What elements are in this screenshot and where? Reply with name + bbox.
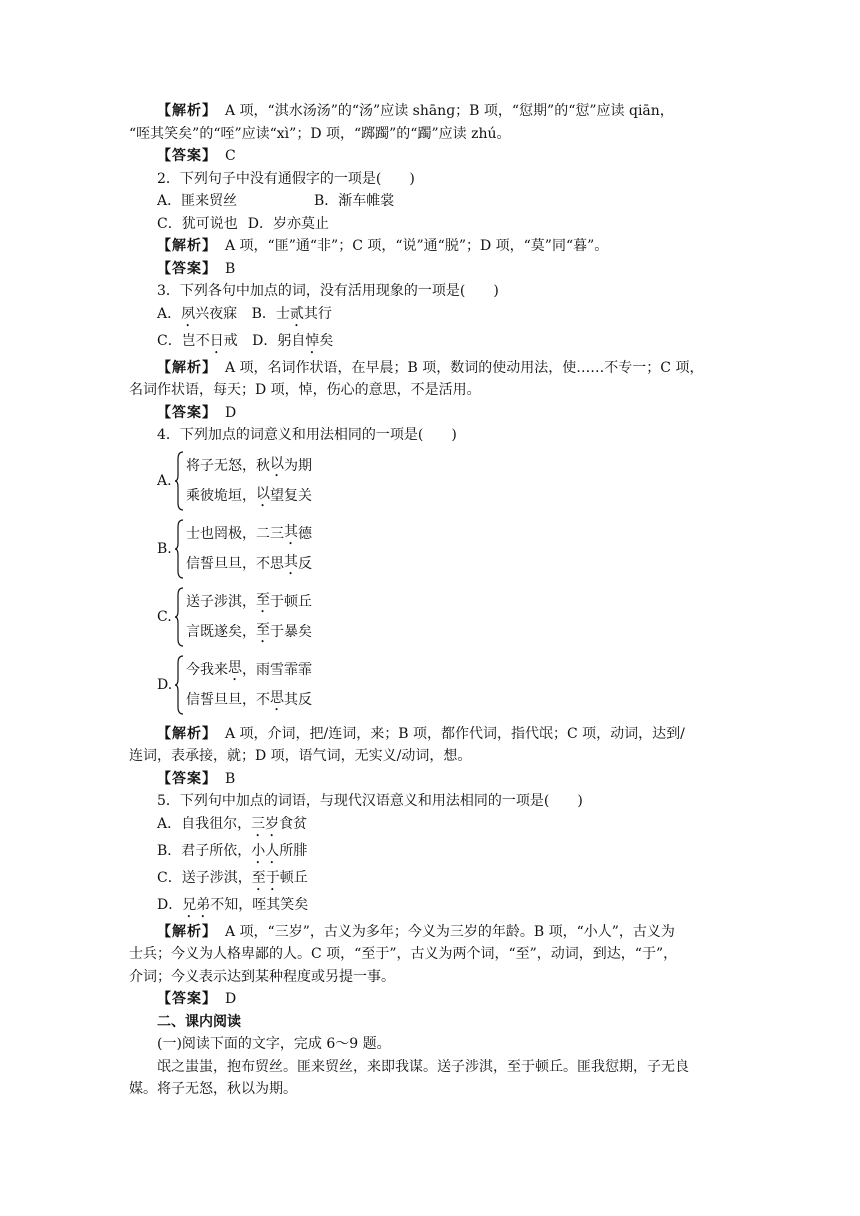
option-label: B. [157, 540, 172, 557]
text: 于顿丘 [270, 593, 312, 610]
dotted-word: 思 [270, 689, 284, 706]
text: 戒 [223, 332, 238, 349]
section-intro: (一)阅读下面的文字，完成 6～9 题。 [157, 1036, 391, 1052]
text: 其行 [303, 305, 332, 322]
q3-option-c [157, 333, 238, 349]
analysis-text: A 项，“三岁”，古义为多年；今义为三岁的年龄。B 项，“小人”，古义为 [225, 923, 675, 940]
q4-option-d [157, 655, 735, 715]
text: 反 [298, 555, 312, 572]
brace-icon [175, 587, 184, 647]
dotted-word: 三岁 [251, 815, 280, 832]
text: 望复关 [270, 487, 312, 504]
q2-stem: 2．下列句子中没有通假字的一项是( ) [157, 170, 415, 187]
text: 为期 [284, 457, 312, 474]
text: 所腓 [279, 842, 308, 859]
text: C．岂不 [157, 332, 210, 349]
q2-options-row2 [129, 213, 735, 236]
option-label: C. [157, 608, 172, 625]
dotted-word: 至 [256, 591, 270, 608]
analysis-tag: 【解析】 [157, 103, 217, 119]
dotted-word: 至于 [251, 869, 280, 886]
q3-stem: 3．下列各句中加点的词，没有活用现象的一项是( ) [157, 283, 499, 299]
text: 言既遂矣， [186, 623, 256, 640]
text: D．躬自 [252, 332, 306, 349]
q4-analysis [129, 723, 735, 746]
document-content [129, 100, 735, 1101]
analysis-text: A 项，介词，把/连词，来；B 项，都作代词，指代氓；C 项，动词，达到/ [225, 725, 685, 742]
passage-line: 媒。将子无怒，秋以为期。 [129, 1081, 297, 1097]
q1-answer [129, 145, 735, 168]
q1-analysis-cont: “咥其笑矣”的“咥”应读“xì”；D 项，“踯躅”的“躅”应读 zhú。 [129, 125, 511, 142]
q2-option-c: C．犹可说也 [157, 215, 238, 232]
q5-stem: 5．下列句中加点的词语，与现代汉语意义和用法相同的一项是( ) [157, 793, 583, 809]
answer-tag: 【答案】 [157, 404, 217, 421]
brace-icon [175, 655, 184, 715]
answer-tag: 【答案】 [157, 991, 217, 1007]
option-line [186, 685, 312, 715]
dotted-word: 贰 [289, 305, 304, 322]
q4-option-b [157, 519, 735, 579]
analysis-text: A 项，“淇水汤汤”的“汤”应读 shānɡ；B 项，“愆期”的“愆”应读 qiān， [225, 103, 674, 119]
q2-answer [129, 258, 735, 281]
q3-option-d [252, 330, 333, 357]
q1-analysis [129, 100, 735, 123]
analysis-text: A 项，名词作状语，在早晨；B 项，数词的使动用法，使……不专一；C 项， [225, 359, 704, 376]
q5-answer [129, 988, 735, 1011]
dotted-word: 其 [284, 553, 298, 570]
q4-answer [129, 768, 735, 791]
q3-answer [129, 402, 735, 425]
dotted-word: 兄弟 [182, 896, 211, 913]
dotted-word: 夙 [181, 305, 196, 322]
answer-value: D [225, 404, 237, 421]
option-line [186, 451, 312, 481]
q3-analysis-cont: 名词作状语，每天；D 项，悼，伤心的意思，不是活用。 [129, 382, 481, 398]
text: 士也罔极，二三 [186, 525, 284, 542]
option-line [186, 655, 312, 685]
text: 今我来 [186, 661, 228, 678]
dotted-word: 以 [256, 485, 270, 502]
text: B．君子所依， [157, 842, 252, 859]
q3-options-row2 [129, 330, 735, 357]
q5-option-d [129, 894, 735, 921]
answer-tag: 【答案】 [157, 148, 217, 164]
text: C．送子涉淇， [157, 869, 252, 886]
text: 乘彼垝垣， [186, 487, 256, 504]
text: D． [157, 896, 183, 913]
section-heading: 二、课内阅读 [157, 1013, 241, 1030]
text: 送子涉淇， [186, 593, 256, 610]
answer-value: B [225, 770, 236, 787]
option-label: D. [157, 676, 173, 693]
option-line [186, 549, 312, 579]
q2-option-b: B．渐车帷裳 [314, 193, 395, 209]
option-line [186, 617, 312, 647]
q5-option-c [129, 867, 735, 894]
dotted-word: 以 [270, 455, 284, 472]
q4-option-c [157, 587, 735, 647]
analysis-tag: 【解析】 [157, 238, 217, 254]
analysis-tag: 【解析】 [157, 923, 217, 940]
answer-value: C [225, 148, 236, 164]
q2-options-row1 [129, 190, 735, 213]
text: 德 [298, 525, 312, 542]
q2-analysis [129, 235, 735, 258]
q3-analysis [129, 357, 735, 380]
brace-icon [175, 451, 184, 511]
answer-value: B [225, 260, 236, 277]
option-line [186, 587, 312, 617]
text: 兴夜寐 [195, 305, 238, 322]
dotted-word: 思 [228, 659, 242, 676]
dotted-word: 其 [284, 523, 298, 540]
text: 信誓旦旦，不思 [186, 555, 284, 572]
option-line [186, 481, 312, 511]
q3-options-row1 [129, 303, 735, 330]
dotted-word: 悼 [305, 332, 320, 349]
text: 将子无怒，秋 [186, 457, 270, 474]
answer-tag: 【答案】 [157, 770, 217, 787]
analysis-tag: 【解析】 [157, 725, 217, 742]
passage-line: 氓之蚩蚩，抱布贸丝。匪来贸丝，来即我谋。送子涉淇，至于顿丘。匪我愆期，子无良 [157, 1058, 689, 1075]
q5-analysis-cont: 介词；今义表示达到某种程度或另提一事。 [129, 968, 395, 985]
brace-icon [175, 519, 184, 579]
dotted-word: 至 [256, 621, 270, 638]
q2-option-d: D．岁亦莫止 [247, 215, 329, 232]
q5-analysis-cont: 士兵；今义为人格卑鄙的人。C 项，“至于”，古义为两个词，“至”，动词，到达，“于”， [129, 946, 678, 962]
q5-option-b [129, 840, 735, 867]
text: 其反 [284, 691, 312, 708]
q4-analysis-cont: 连词，表承接，就；D 项，语气词，无实义/动词，想。 [129, 748, 472, 764]
text: 顿丘 [279, 869, 308, 886]
dotted-word: 日 [209, 332, 224, 349]
dotted-word: 小人 [251, 842, 280, 859]
q3-option-a [157, 306, 237, 322]
q3-option-b [252, 303, 332, 330]
q4-stem: 4．下列加点的词意义和用法相同的一项是( ) [157, 427, 457, 443]
text: B．士 [251, 305, 290, 322]
text: 于暴矣 [270, 623, 312, 640]
analysis-text: A 项，“匪”通“非”；C 项，“说”通“脱”；D 项，“莫”同“暮”。 [225, 238, 609, 254]
text: 矣 [319, 332, 334, 349]
text: A． [157, 305, 182, 322]
answer-tag: 【答案】 [157, 260, 217, 277]
text: 食贫 [279, 815, 308, 832]
text: ，雨雪霏霏 [242, 661, 312, 678]
answer-value: D [225, 991, 237, 1007]
q5-analysis [129, 921, 735, 944]
q2-option-a: A．匪来贸丝 [157, 193, 238, 209]
q5-option-a [129, 813, 735, 840]
q4-option-a [157, 451, 735, 511]
text: A．自我徂尔， [157, 815, 252, 832]
analysis-tag: 【解析】 [157, 359, 217, 376]
option-label: A. [157, 472, 172, 489]
text: 不知，咥其笑矣 [210, 896, 309, 913]
text: 信誓旦旦，不 [186, 691, 270, 708]
option-line [186, 519, 312, 549]
